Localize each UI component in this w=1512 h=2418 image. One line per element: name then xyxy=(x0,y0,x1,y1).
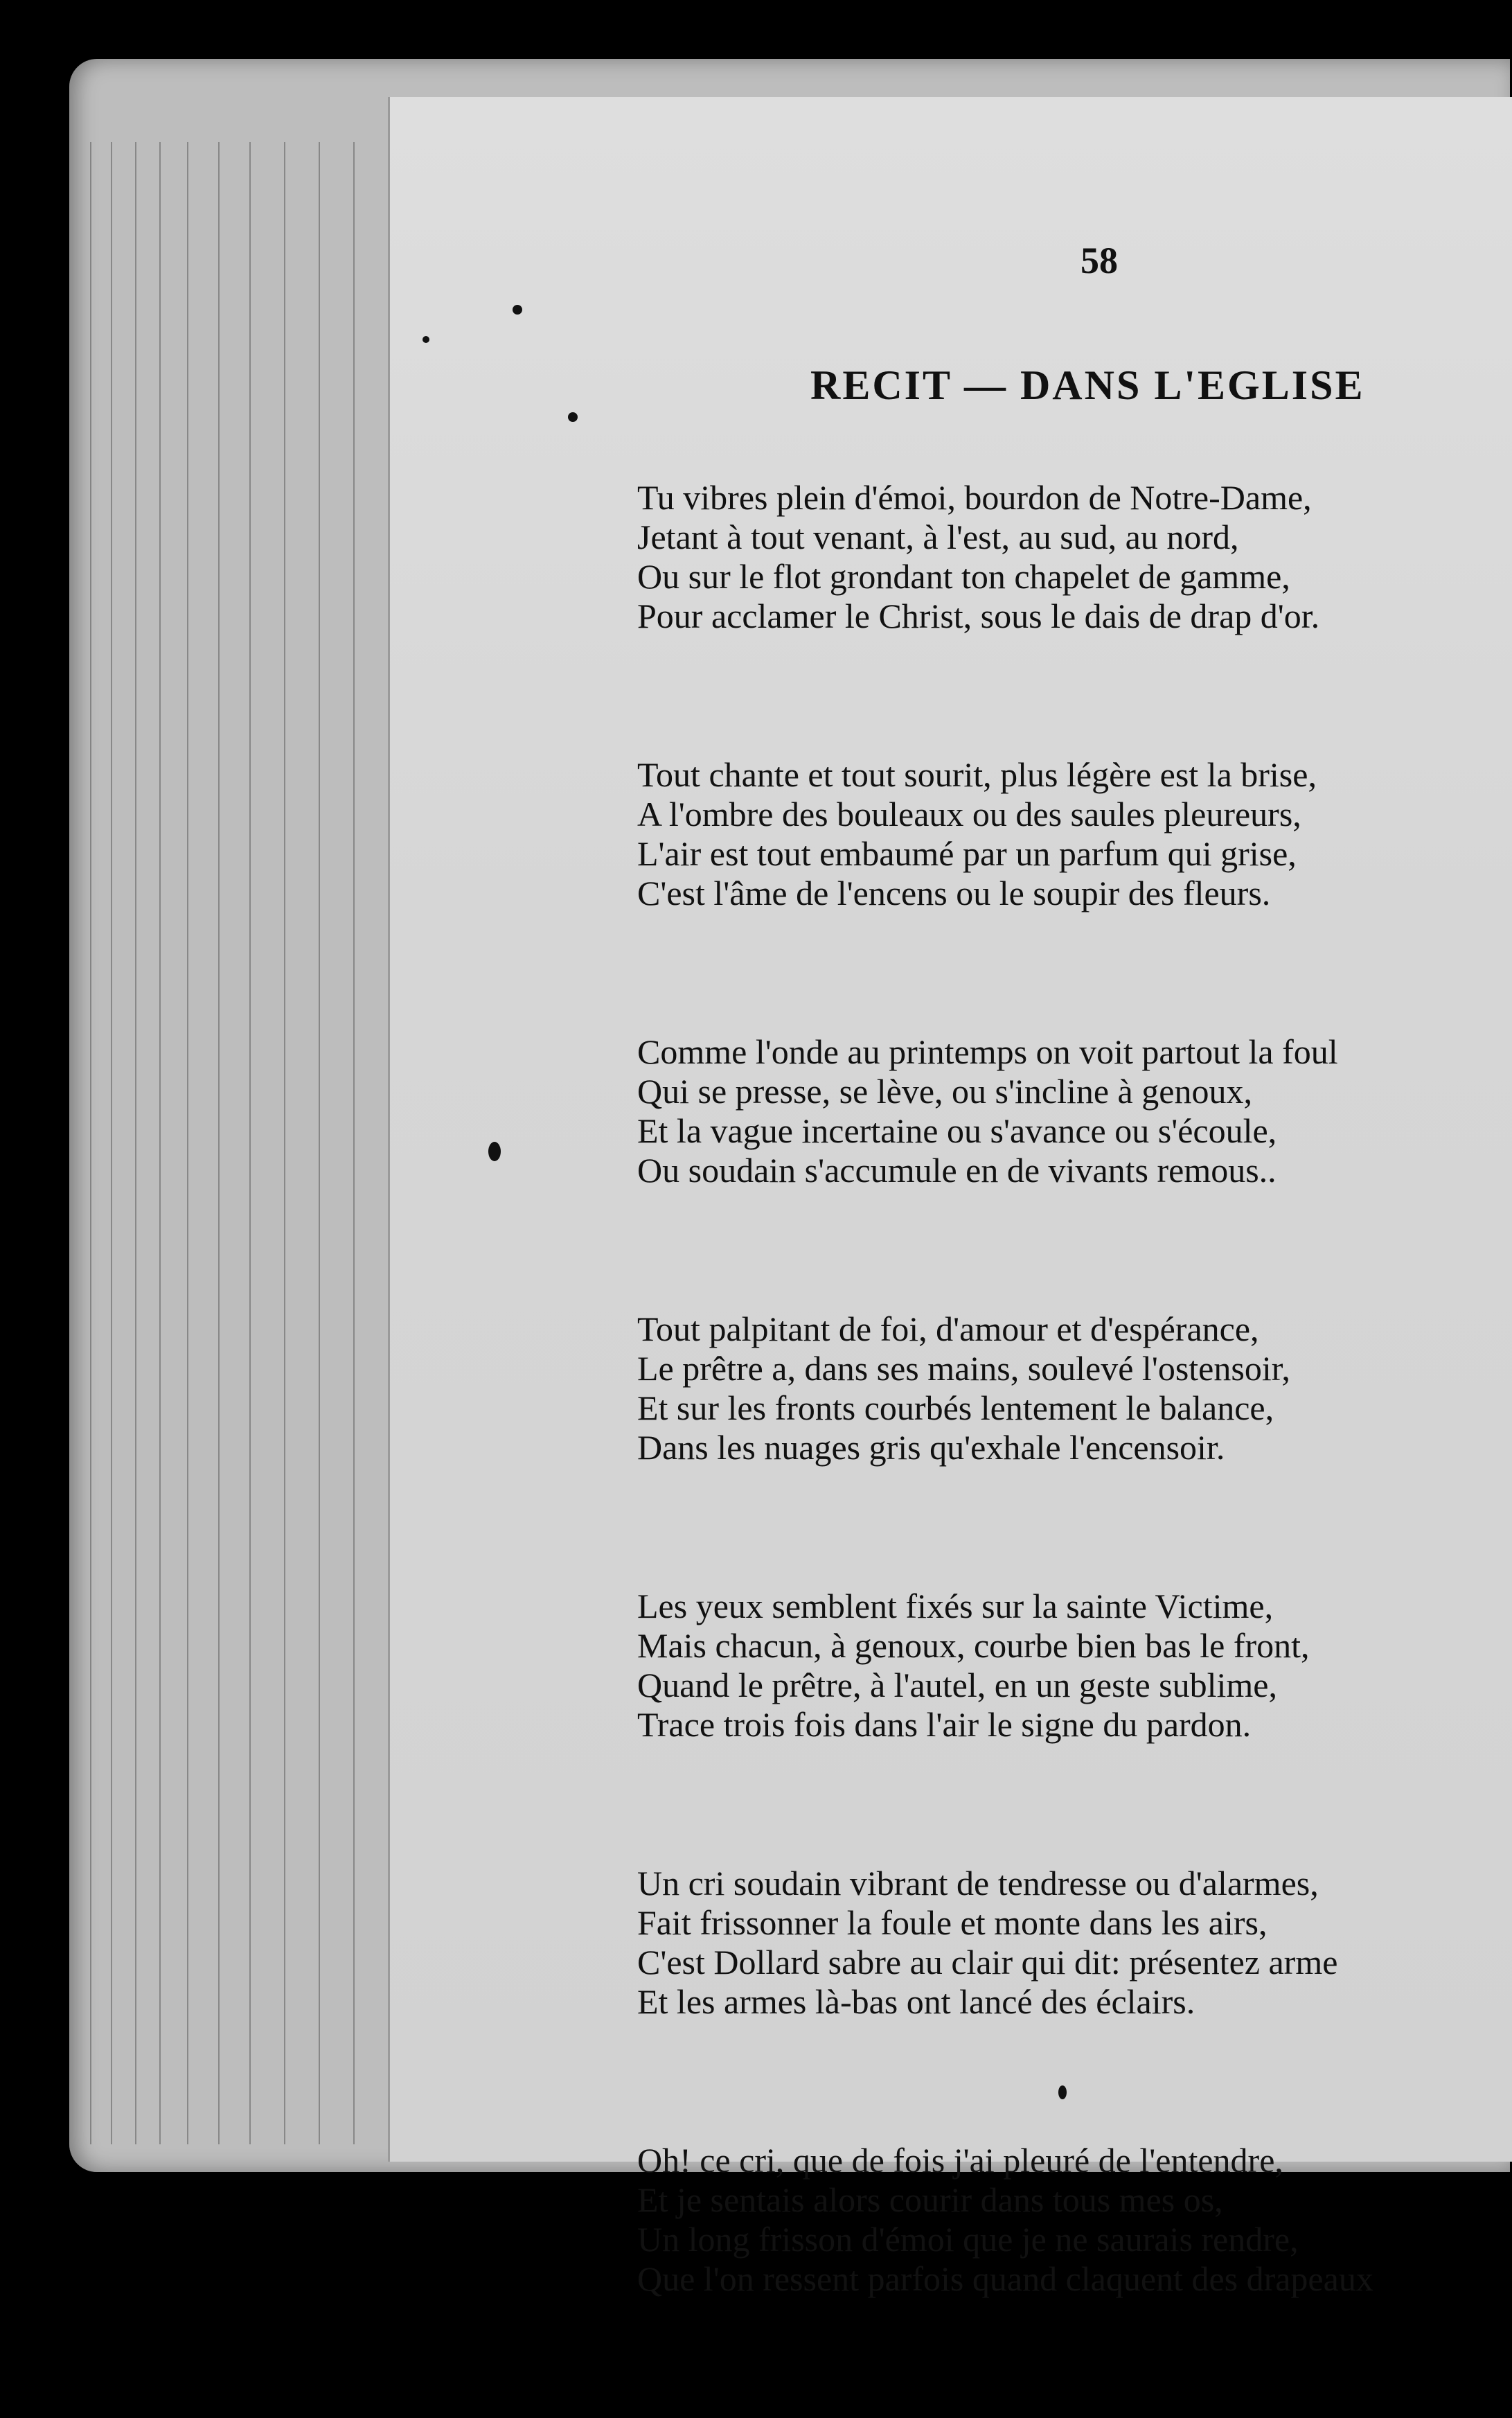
poem-body xyxy=(637,478,1510,2418)
verse-line: Un long frisson d'émoi que je ne saurais rendre, xyxy=(637,2220,1299,2259)
verse-line: L'air est tout embaumé par un parfum qui grise, xyxy=(637,834,1297,873)
stanza xyxy=(637,2141,1510,2299)
verse-line: Mais chacun, à genoux, courbe bien bas le front, xyxy=(637,1626,1310,1665)
verse-line: Et la vague incertaine ou s'avance ou s'écoule, xyxy=(637,1111,1277,1150)
verse-line: Trace trois fois dans l'air le signe du pardon. xyxy=(637,1705,1252,1744)
verse-line: Tout palpitant de foi, d'amour et d'espérance, xyxy=(637,1309,1259,1348)
verse-line: Que l'on ressent parfois quand claquent des drapeaux xyxy=(637,2259,1373,2298)
verse-line: A l'ombre des bouleaux ou des saules pleureurs, xyxy=(637,795,1301,833)
page-edge-line xyxy=(90,142,91,2144)
verse-line: Oh! ce cri, que de fois j'ai pleuré de l'entendre, xyxy=(637,2141,1283,2180)
verse-line: Comme l'onde au printemps on voit partout la foul xyxy=(637,1032,1338,1071)
verse-line: Fait frissonner la foule et monte dans les airs, xyxy=(637,1903,1268,1942)
verse-line: Qui se presse, se lève, ou s'incline à genoux, xyxy=(637,1072,1252,1111)
stanza xyxy=(637,1309,1510,1467)
verse-line: Un cri soudain vibrant de tendresse ou d'alarmes, xyxy=(637,1864,1319,1903)
verse-line: Jetant à tout venant, à l'est, au sud, au nord, xyxy=(637,518,1239,556)
page-edge-line xyxy=(135,142,136,2144)
verse-line: Dans les nuages gris qu'exhale l'encensoir. xyxy=(637,1428,1225,1467)
page-edge-line xyxy=(187,142,188,2144)
page-edge-line xyxy=(319,142,320,2144)
verse-line: Et les armes là-bas ont lancé des éclairs. xyxy=(637,1982,1195,2021)
verse-line: Quand le prêtre, à l'autel, en un geste sublime, xyxy=(637,1666,1277,1704)
poem-title: RECIT — DANS L'EGLISE xyxy=(810,362,1365,408)
ink-speck xyxy=(488,1142,501,1161)
stanza xyxy=(637,1587,1510,1745)
ink-speck xyxy=(423,336,429,343)
verse-line: Et sur les fronts courbés lentement le balance, xyxy=(637,1388,1274,1427)
verse-line: Ou soudain s'accumule en de vivants remous.. xyxy=(637,1151,1277,1190)
page-edge-line xyxy=(218,142,220,2144)
stanza xyxy=(637,1864,1510,2022)
verse-line: Tu vibres plein d'émoi, bourdon de Notre-Dame, xyxy=(637,478,1312,517)
verse-line: Ou sur le flot grondant ton chapelet de gamme, xyxy=(637,557,1290,596)
verse-line: Les yeux semblent fixés sur la sainte Victime, xyxy=(637,1587,1274,1625)
verse-line: C'est Dollard sabre au clair qui dit: présentez arme xyxy=(637,1943,1338,1982)
verse-line: Pour acclamer le Christ, sous le dais de drap d'or. xyxy=(637,597,1320,635)
verse-line: Le prêtre a, dans ses mains, soulevé l'ostensoir, xyxy=(637,1349,1290,1388)
verse-line: C'est l'âme de l'encens ou le soupir des fleurs. xyxy=(637,874,1271,912)
verse-line: Et je sentais alors courir dans tous mes os, xyxy=(637,2180,1223,2219)
stanza xyxy=(637,755,1510,913)
ink-speck xyxy=(568,412,578,422)
page-edge-line xyxy=(249,142,251,2144)
verse-line: Tout chante et tout sourit, plus légère est la brise, xyxy=(637,755,1317,794)
ink-speck xyxy=(513,305,522,315)
page-edge-line xyxy=(159,142,161,2144)
page-edge-line xyxy=(284,142,285,2144)
page-edge-line xyxy=(111,142,112,2144)
stanza xyxy=(637,1032,1510,1190)
page-edge-line xyxy=(353,142,355,2144)
stanza xyxy=(637,478,1510,636)
page-number: 58 xyxy=(1080,240,1118,281)
